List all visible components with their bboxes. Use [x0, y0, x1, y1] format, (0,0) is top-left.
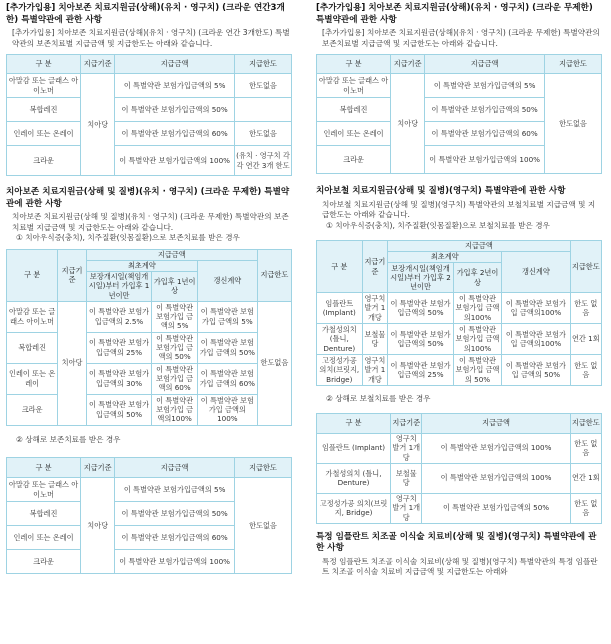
row-amount: 이 특별약관 보험가입금액의 100%	[425, 146, 545, 174]
header-renewal: 갱신계약	[502, 252, 570, 293]
section-body: 치아보존 치료지원금(상해 및 질병)(유치 · 영구치) (크라운 무제한) 특별약관의 보존치료별 지급금액 및 지급한도는 아래와 같습니다.	[12, 212, 289, 232]
coverage-table	[316, 413, 602, 524]
row-category: 인레이 또는 온레이	[317, 122, 391, 146]
row-category: 인레이 또는 온레이	[7, 526, 81, 550]
row-category: 복합레진	[7, 502, 81, 526]
section-heading: 치아보철 치료지원금(상해 및 질병)(영구치) 특별약관에 관한 사항	[316, 186, 566, 196]
row-amount: 이 특별약관 보험가입금액의 60%	[115, 122, 235, 146]
basis-cell: 치아당	[81, 74, 115, 176]
row-first-a: 이 특별약관 보험가입금액의 30%	[86, 363, 152, 394]
header-limit: 지급한도	[570, 413, 601, 433]
header-limit: 지급한도	[544, 55, 601, 74]
subsection-label: ① 치아우식증(충치), 치주질환(잇몸질환)으로 보철치료를 받은 경우	[326, 220, 550, 230]
limit-cell: 한도없음	[234, 478, 291, 574]
basis-cell: 치아당	[58, 301, 87, 425]
row-basis: 보철물 당	[362, 324, 388, 355]
row-first-b: 이 특별약관 보험가입 금액의100%	[152, 394, 198, 425]
row-category: 아말감 또는 글래스 아이노머	[7, 478, 81, 502]
row-renewal: 이 특별약관 보험가입 금액의 50%	[502, 355, 570, 386]
header-amount: 지급금액	[425, 55, 545, 74]
row-renewal: 이 특별약관 보험가입 금액의 5%	[197, 301, 257, 332]
header-category: 구 분	[7, 249, 58, 301]
header-amount: 지급금액	[86, 249, 257, 260]
row-first-b: 이 특별약관 보험가입 금액의 60%	[152, 363, 198, 394]
header-basis: 지급기준	[362, 241, 388, 293]
coverage-table	[6, 457, 292, 574]
subsection-label: ① 치아우식증(충치), 치주질환(잇몸질환)으로 보존치료를 받은 경우	[16, 233, 240, 242]
row-basis: 영구치 발거 1개당	[392, 494, 421, 522]
row-amount: 이 특별약관 보험가입금액의 60%	[425, 122, 545, 146]
row-amount: 이 특별약관 보험가입금액의 60%	[115, 526, 235, 550]
basis-cell: 치아당	[391, 74, 425, 174]
header-first-a: 보장개시일(책임개시일)부터 가입후 2년이만	[388, 263, 454, 293]
header-limit: 지급한도	[570, 241, 601, 293]
row-category: 크라운	[317, 146, 391, 174]
row-category: 가철성의치 (틀니, Denture)	[317, 463, 391, 493]
header-basis: 지급기준	[391, 55, 425, 74]
row-amount: 이 특별약관 보험가입금액의 5%	[115, 478, 235, 502]
header-category: 구 분	[317, 55, 391, 74]
header-amount: 지급금액	[115, 55, 235, 74]
row-first-b: 이 특별약관 보험가입 금액의 5%	[152, 301, 198, 332]
row-limit: (유치 · 영구치 각각 연간 3개 한도	[234, 146, 291, 176]
row-renewal: 이 특별약관 보험가입 금액의100%	[197, 394, 257, 425]
row-category: 크라운	[7, 550, 81, 574]
row-amount: 이 특별약관 보험가입금액의 5%	[425, 74, 545, 98]
section-heading: [추가가입용] 치아보존 치료지원금(상해)(유치 · 영구치) (크라운 연간3개한) 특별약관에 관한 사항	[6, 3, 285, 25]
right-column	[316, 0, 602, 578]
row-limit: 한도없음	[234, 74, 291, 98]
row-amount: 이 특별약관 보험가입금액의 50%	[115, 502, 235, 526]
header-first-contract: 최초계약	[388, 252, 502, 263]
header-basis: 지급기준	[391, 413, 422, 433]
section-heading: 특정 임플란트 치조골 이식술 치료비(상해 및 질병)(영구치) 특별약관에 관한 사항	[316, 531, 597, 553]
row-category: 복합레진	[7, 98, 81, 122]
header-first-b: 가입후 2년이상	[453, 263, 501, 293]
row-amount: 이 특별약관 보험가입금액의 100%	[115, 146, 235, 176]
coverage-table	[316, 54, 602, 174]
basis-cell: 치아당	[81, 478, 115, 574]
row-first-a: 이 특별약관 보험가입금액의 50%	[388, 324, 454, 355]
limit-cell: 한도없음	[257, 301, 291, 425]
row-category: 인레이 또는 온레이	[7, 363, 58, 394]
row-limit: 한도없음	[234, 122, 291, 146]
header-basis: 지급기준	[58, 249, 87, 301]
row-amount: 이 특별약관 보험가입금액의 100%	[115, 550, 235, 574]
left-column	[6, 0, 292, 574]
header-category: 구 분	[317, 241, 363, 293]
row-category: 아말감 또는 글래스 아이노머	[7, 301, 58, 332]
section-body: [추가가입용] 치아보존 치료지원금(상해)(유치 · 영구치) (크라운 연간 3개한도) 특별약관의 보존치료별 지급금액 및 지급한도는 아래와 같습니다.	[12, 28, 290, 48]
section-heading: 치아보존 치료지원금(상해 및 질병)(유치 · 영구치) (크라운 무제한) 특별약관에 관한 사항	[6, 187, 290, 209]
row-first-b: 이 특별약관 보험가입 금액의100%	[453, 293, 501, 324]
coverage-table	[6, 249, 292, 426]
header-amount: 지급금액	[115, 458, 235, 478]
row-basis: 영구치 발거 1개당	[362, 355, 388, 386]
row-category: 아말감 또는 글래스 아이노머	[317, 74, 391, 98]
row-category: 복합레진	[7, 332, 58, 363]
row-first-a: 이 특별약관 보험가입금액의 25%	[86, 332, 152, 363]
header-first-b: 가입후 1년이상	[152, 271, 198, 301]
row-limit: 한도 없음	[570, 293, 601, 324]
row-limit: 연간 1회	[570, 463, 601, 493]
row-category: 아말감 또는 글래스 아이노머	[7, 74, 81, 98]
section-body: 치아보철 치료지원금(상해 및 질병)(영구치) 특별약관의 보철치료별 지급금액 및 지급한도는 아래와 같습니다.	[322, 199, 596, 219]
header-basis: 지급기준	[81, 458, 115, 478]
row-basis: 영구치 발거 1개당	[362, 293, 388, 324]
row-limit: 한도 없음	[570, 433, 601, 463]
section-heading: [추가가입용] 치아보존 치료지원금(상해)(유치 · 영구치) (크라운 무제한) 특별약관에 관한 사항	[316, 3, 593, 25]
section-body: 특정 임플란트 치조골 이식술 치료비(상해 및 질병)(영구치) 특별약관의 특정 임플란트 치조골 이식술 치료비 지급금액 및 지급한도는 아래와	[322, 556, 598, 576]
row-first-a: 이 특별약관 보험가입금액의 50%	[86, 394, 152, 425]
row-category: 인레이 또는 온레이	[7, 122, 81, 146]
header-basis: 지급기준	[81, 55, 115, 74]
row-first-a: 이 특별약관 보험가입금액의 2.5%	[86, 301, 152, 332]
row-amount: 이 특별약관 보험가입금액의 50%	[425, 98, 545, 122]
limit-cell: 한도없음	[544, 74, 601, 174]
row-category: 고정성가공 의치(브릿지, Bridge)	[317, 355, 363, 386]
row-first-b: 이 특별약관 보험가입 금액의 50%	[453, 355, 501, 386]
row-limit: 연간 1회	[570, 324, 601, 355]
row-amount: 이 특별약관 보험가입금액의 50%	[115, 98, 235, 122]
row-category: 크라운	[7, 146, 81, 176]
row-limit	[234, 98, 291, 122]
coverage-table	[316, 240, 602, 386]
subsection-label: ② 상해로 보존치료를 받은 경우	[16, 434, 121, 444]
header-first-contract: 최초계약	[86, 260, 197, 271]
row-category: 임플란트 (Implant)	[317, 293, 363, 324]
row-renewal: 이 특별약관 보험가입 금액의 60%	[197, 363, 257, 394]
header-amount: 지급금액	[388, 241, 570, 252]
header-limit: 지급한도	[234, 55, 291, 74]
row-renewal: 이 특별약관 보험가입 금액의 50%	[197, 332, 257, 363]
row-basis: 영구치 발거 1개당	[392, 434, 421, 462]
row-basis: 보철물 당	[391, 463, 422, 493]
row-renewal: 이 특별약관 보험가입 금액의100%	[502, 324, 570, 355]
row-category: 복합레진	[317, 98, 391, 122]
section-body: [추가가입용] 치아보존 치료지원금(상해)(유치 · 영구치) (크라운 무제한) 특별약관의 보존치료별 지급금액 및 지급한도는 아래와 같습니다.	[322, 28, 600, 48]
row-amount: 이 특별약관 보험가입금액의 100%	[422, 463, 570, 493]
header-limit: 지급한도	[234, 458, 291, 478]
row-category: 크라운	[7, 394, 58, 425]
row-first-b: 이 특별약관 보험가입 금액의 50%	[152, 332, 198, 363]
row-first-b: 이 특별약관 보험가입 금액의100%	[453, 324, 501, 355]
row-amount: 이 특별약관 보험가입금액의 100%	[422, 433, 570, 463]
header-category: 구 분	[7, 55, 81, 74]
header-first-a: 보장개시일(책임개시일)부터 가입후 1년이만	[86, 271, 152, 301]
row-amount: 이 특별약관 보험가입금액의 50%	[422, 493, 570, 523]
header-category: 구 분	[7, 458, 81, 478]
coverage-table	[6, 54, 292, 176]
row-renewal: 이 특별약관 보험가입 금액의100%	[502, 293, 570, 324]
subsection-label: ② 상해로 보철치료를 받은 경우	[326, 394, 431, 403]
header-limit: 지급한도	[257, 249, 291, 301]
row-category: 가철성의치 (틀니, Denture)	[317, 324, 363, 355]
row-limit: 한도 없음	[570, 493, 601, 523]
row-first-a: 이 특별약관 보험가입금액의 25%	[388, 355, 454, 386]
row-category: 고정성가공 의치(브릿지, Bridge)	[317, 493, 391, 523]
row-first-a: 이 특별약관 보험가입금액의 50%	[388, 293, 454, 324]
row-category: 임플란트 (Implant)	[317, 433, 391, 463]
header-renewal: 갱신계약	[197, 260, 257, 301]
row-amount: 이 특별약관 보험가입금액의 5%	[115, 74, 235, 98]
row-limit: 한도 없음	[570, 355, 601, 386]
header-amount: 지급금액	[422, 413, 570, 433]
header-category: 구 분	[317, 413, 391, 433]
